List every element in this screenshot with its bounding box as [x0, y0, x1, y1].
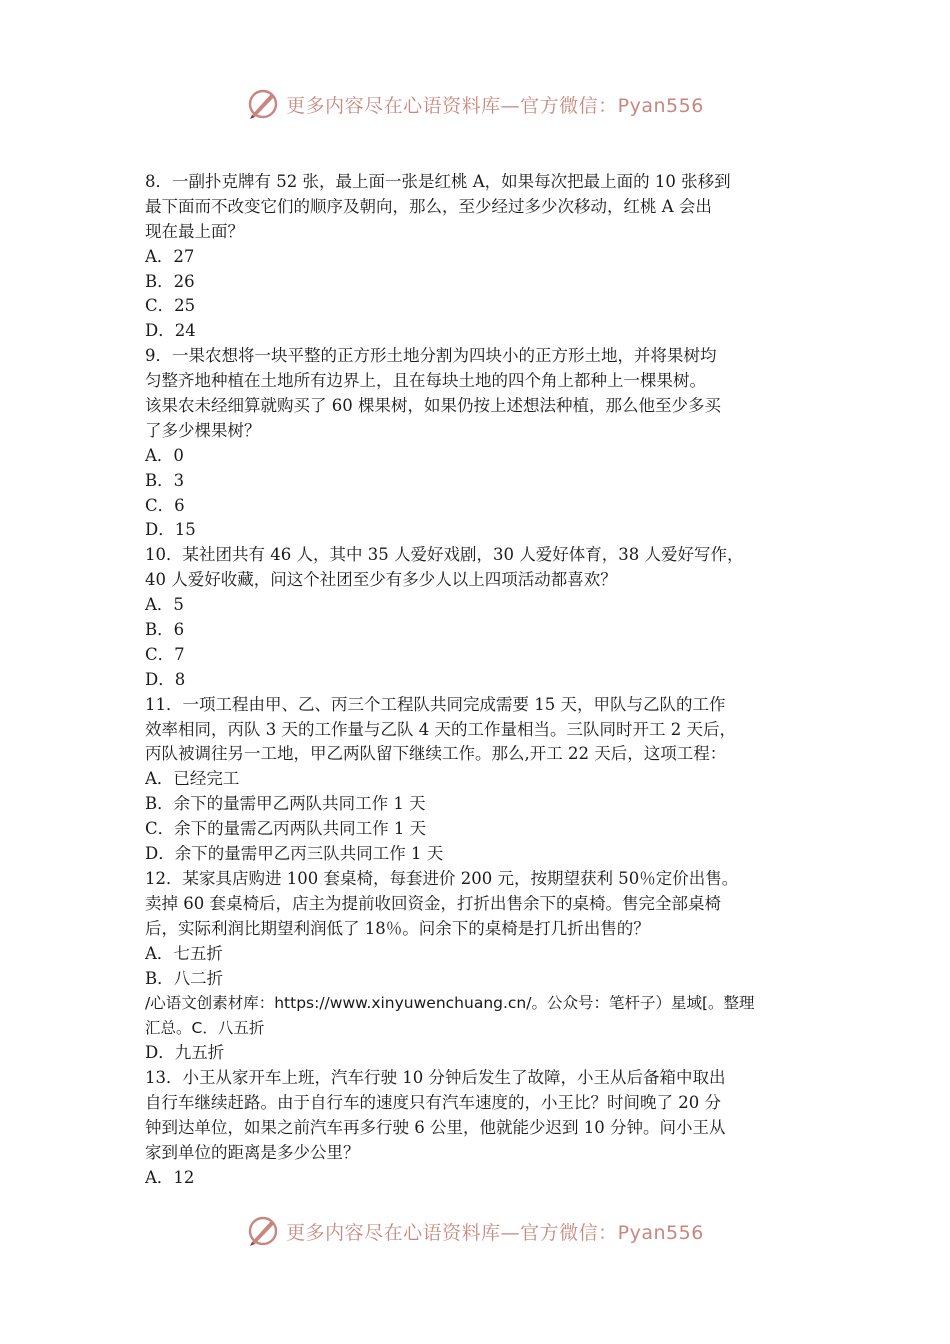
text-line: B．余下的量需甲乙两队共同工作 1 天 — [145, 794, 426, 814]
text-line: B．八二折 — [145, 968, 224, 988]
text-line: 8．一副扑克牌有 52 张，最上面一张是红桃 A，如果每次把最上面的 10 张移到 — [145, 172, 731, 191]
text-line: 卖掉 60 套桌椅后，店主为提前收回资金，打折出售余下的桌椅。售完全部桌椅 — [145, 893, 721, 913]
text-line: 钟到达单位，如果之前汽车再多行驶 6 公里，他就能少迟到 10 分钟。问小王从 — [145, 1117, 726, 1137]
text-line: D．九五折 — [145, 1043, 225, 1063]
text-line: 现在最上面？ — [145, 221, 244, 241]
text-line: C．余下的量需乙丙两队共同工作 1 天 — [145, 819, 427, 839]
pen-logo-icon — [246, 87, 280, 121]
text-line: 9．一果农想将一块平整的正方形土地分割为四块小的正方形土地，并将果树均 — [145, 346, 717, 366]
text-line: C．7 — [145, 644, 185, 664]
text-line: 匀整齐地种植在土地所有边界上，且在每块土地的四个角上都种上一棵果树。 — [145, 371, 706, 391]
text-line: /心语文创素材库：https://www.xinyuwenchuang.cn/。公众号：笔杆子）星域[。整理 — [145, 994, 755, 1013]
text-line: 汇总。C．八五折 — [145, 1019, 265, 1038]
text-line: 40 人爱好收藏，问这个社团至少有多少人以上四项活动都喜欢？ — [145, 570, 617, 590]
banner-text: 更多内容尽在心语资料库—官方微信：Pyan556 — [286, 94, 704, 117]
text-line: A．七五折 — [145, 943, 223, 963]
text-line: B．6 — [145, 620, 185, 640]
pen-logo-icon — [246, 1214, 280, 1248]
text-line: 最下面而不改变它们的顺序及朝向，那么，至少经过多少次移动，红桃 A 会出 — [145, 196, 712, 216]
text-line: 10．某社团共有 46 人，其中 35 人爱好戏剧，30 人爱好体育，38 人爱好写作， — [145, 545, 744, 565]
text-line: C．6 — [145, 495, 185, 515]
text-line: D．24 — [145, 321, 196, 341]
text-line: A．12 — [145, 1167, 195, 1187]
text-line: D．8 — [145, 669, 186, 689]
footer-banner — [0, 1211, 950, 1251]
text-line: A．27 — [145, 246, 195, 266]
text-line: A．0 — [145, 445, 184, 465]
text-line: B．26 — [145, 271, 195, 291]
text-line: 11．一项工程由甲、乙、丙三个工程队共同完成需要 15 天，甲队与乙队的工作 — [145, 694, 726, 714]
text-line: C．25 — [145, 296, 196, 316]
document-body — [145, 170, 810, 1191]
text-line: 自行车继续赶路。由于自行车的速度只有汽车速度的，小王比？时间晚了 20 分 — [145, 1092, 721, 1112]
text-line: 家到单位的距离是多少公里？ — [145, 1142, 360, 1162]
text-line: A．5 — [145, 595, 184, 615]
text-line: 了多少棵果树？ — [145, 420, 261, 440]
text-line: 后，实际利润比期望利润低了 18％。问余下的桌椅是打几折出售的？ — [145, 918, 650, 938]
text-line: D．余下的量需甲乙丙三队共同工作 1 天 — [145, 844, 444, 864]
text-line: 效率相同，丙队 3 天的工作量与乙队 4 天的工作量相当。三队同时开工 2 天后， — [145, 719, 736, 739]
banner-text: 更多内容尽在心语资料库—官方微信：Pyan556 — [286, 1221, 704, 1244]
text-line: D．15 — [145, 520, 196, 540]
text-line: B．3 — [145, 470, 185, 490]
text-line: 该果农未经细算就购买了 60 棵果树，如果仍按上述想法种植，那么他至少多买 — [145, 396, 721, 416]
text-line: A．已经完工 — [145, 769, 240, 789]
header-banner — [0, 84, 950, 124]
text-line: 12．某家具店购进 100 套桌椅，每套进价 200 元，按期望获利 50％定价出售。 — [145, 868, 739, 888]
text-line: 丙队被调往另一工地，甲乙两队留下继续工作。那么,开工 22 天后，这项工程： — [145, 744, 727, 764]
text-line: 13．小王从家开车上班，汽车行驶 10 分钟后发生了故障，小王从后备箱中取出 — [145, 1068, 726, 1088]
